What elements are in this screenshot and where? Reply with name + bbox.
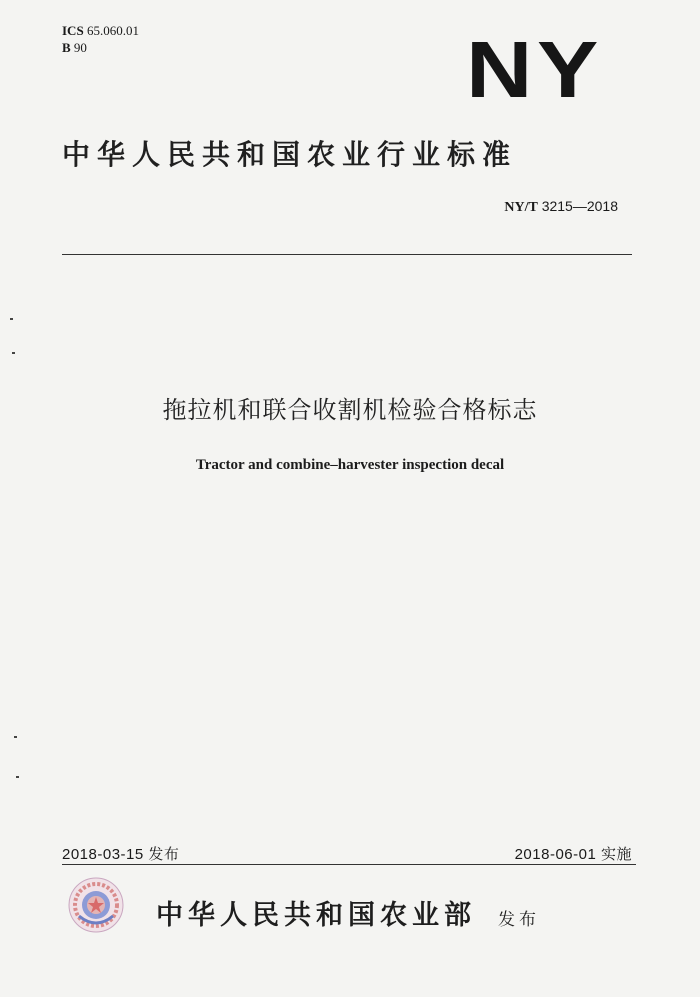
standard-number-prefix: NY/T (504, 200, 538, 215)
ccs-value: 90 (73, 40, 87, 55)
ics-code (62, 22, 139, 39)
footer-divider (62, 864, 636, 865)
ics-value: 65.060.01 (86, 23, 139, 38)
header-divider (62, 254, 632, 255)
publish-date-label: 发布 (148, 846, 180, 863)
implementation-date (515, 843, 632, 864)
publish-date-value: 2018-03-15 (62, 846, 144, 863)
ics-label: ICS (62, 23, 84, 38)
document-title-english: Tractor and combine–harvester inspection decal (195, 457, 505, 473)
implementation-date-label: 实施 (600, 846, 632, 863)
scan-mark (12, 352, 15, 354)
ny-logo: NY (466, 25, 604, 114)
standard-category-title: 中华人民共和国农业行业标准 (62, 138, 518, 171)
ministry-emblem-icon (67, 876, 125, 934)
classification-codes (62, 22, 139, 56)
publish-date (62, 843, 179, 864)
scan-mark (16, 776, 19, 778)
issuing-authority: 中华人民共和国农业部 (156, 900, 476, 931)
document-title-chinese: 拖拉机和联合收割机检验合格标志 (162, 396, 538, 424)
scan-mark (10, 318, 13, 320)
issuing-action: 发布 (498, 910, 540, 930)
standard-number (504, 198, 618, 216)
implementation-date-value: 2018-06-01 (514, 846, 597, 863)
standard-number-value: 3215—2018 (541, 198, 618, 214)
scan-mark (14, 736, 17, 738)
ccs-code (62, 39, 139, 56)
ccs-label: B (62, 40, 71, 55)
